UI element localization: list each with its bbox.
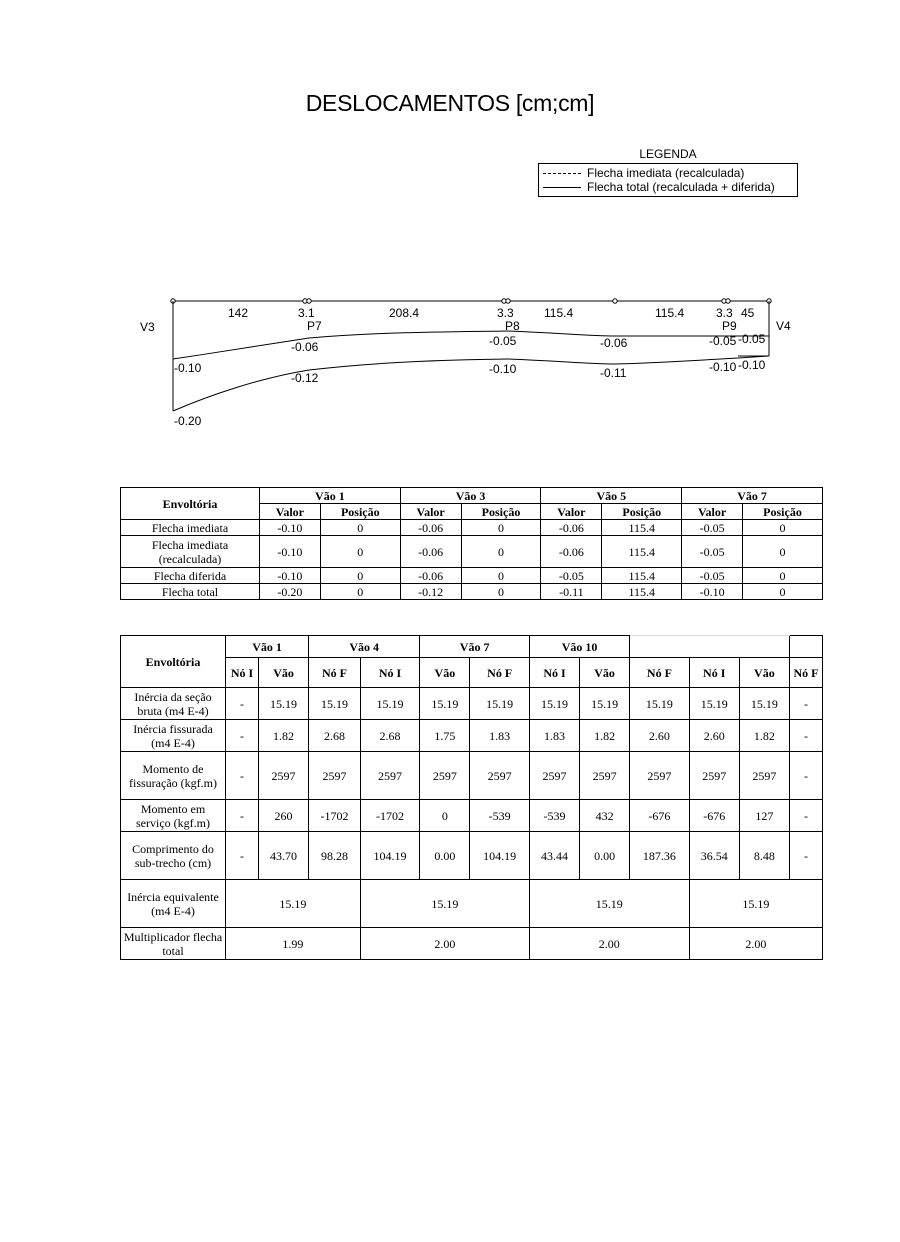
table-cell: 0: [743, 520, 823, 536]
value-imm-right: -0.05: [738, 332, 766, 346]
table-cell: 2597: [529, 752, 579, 800]
table-cell: 0: [743, 584, 823, 600]
column-header: Nó F: [790, 658, 823, 688]
table-cell: 127: [739, 800, 789, 832]
value-tot-p9: -0.10: [709, 360, 737, 374]
span-length-3: 208.4: [389, 306, 420, 320]
row-label: Inércia da seção bruta (m4 E-4): [121, 688, 226, 720]
column-header: Nó F: [630, 658, 690, 688]
span-length-5: 115.4: [544, 306, 574, 320]
span-length-6: 115.4: [655, 306, 685, 320]
merged-cell: 1.99: [226, 928, 361, 960]
table-cell: -0.20: [260, 584, 321, 600]
support-label-p7: P7: [307, 319, 322, 333]
table-row: [121, 568, 823, 584]
table-cell: 0.00: [580, 832, 630, 880]
value-imm-mid: -0.06: [600, 336, 628, 350]
column-header: Nó F: [470, 658, 530, 688]
table-cell: 2597: [420, 752, 470, 800]
value-tot-p8: -0.10: [489, 362, 517, 376]
support-node-p9b: [726, 299, 730, 303]
table-cell: 187.36: [630, 832, 690, 880]
table-cell: 1.82: [739, 720, 789, 752]
table-cell: -: [790, 752, 823, 800]
table-cell: -0.06: [400, 520, 461, 536]
row-label: Flecha total: [121, 584, 260, 600]
table-cell: -0.05: [541, 568, 602, 584]
row-label: Flecha diferida: [121, 568, 260, 584]
merged-cell: 2.00: [529, 928, 689, 960]
table-cell: 0: [743, 536, 823, 568]
support-label-p8: P8: [505, 319, 520, 333]
row-label: Momento de fissuração (kgf.m): [121, 752, 226, 800]
table-row: [121, 584, 823, 600]
subheader-value: Valor: [400, 504, 461, 520]
span-header: Vão 10: [529, 636, 629, 658]
table-cell: 2597: [739, 752, 789, 800]
table-cell: -1702: [309, 800, 361, 832]
table-cell: 0.00: [420, 832, 470, 880]
inertia-envelope-header: Envoltória: [121, 636, 226, 688]
subheader-value: Valor: [541, 504, 602, 520]
table-cell: 15.19: [420, 688, 470, 720]
table-cell: -: [790, 688, 823, 720]
table-cell: -0.11: [541, 584, 602, 600]
column-header: Nó I: [360, 658, 420, 688]
table-row: [121, 800, 823, 832]
table-cell: 15.19: [630, 688, 690, 720]
row-label: Momento em serviço (kgf.m): [121, 800, 226, 832]
merged-cell: 15.19: [226, 880, 361, 928]
table-cell: 2.60: [630, 720, 690, 752]
row-label: Inércia equivalente (m4 E-4): [121, 880, 226, 928]
table-cell: -539: [470, 800, 530, 832]
immediate-deflection-curve: [173, 331, 769, 359]
value-tot-left: -0.20: [174, 414, 202, 428]
legend-immediate-label: Flecha imediata (recalculada): [587, 166, 745, 180]
table-cell: 260: [259, 800, 309, 832]
legend-total-label: Flecha total (recalculada + diferida): [587, 180, 775, 194]
table-row: [121, 688, 823, 720]
table-cell: 15.19: [580, 688, 630, 720]
table-cell: -0.10: [260, 536, 321, 568]
table-cell: -0.10: [682, 584, 743, 600]
table-cell: -0.06: [400, 536, 461, 568]
table-cell: -: [790, 832, 823, 880]
value-tot-p7: -0.12: [291, 371, 319, 385]
subheader-position: Posição: [602, 504, 682, 520]
span-header: Vão 7: [420, 636, 530, 658]
table-cell: 2597: [470, 752, 530, 800]
column-header: Vão: [580, 658, 630, 688]
table-cell: 1.83: [470, 720, 530, 752]
table-cell: -0.06: [400, 568, 461, 584]
column-header: Nó I: [689, 658, 739, 688]
table-cell: 2.68: [309, 720, 361, 752]
merged-cell: 2.00: [360, 928, 529, 960]
table-cell: 2597: [259, 752, 309, 800]
table-cell: 2597: [689, 752, 739, 800]
span-header: Vão 3: [400, 488, 541, 504]
support-node-mid: [613, 299, 617, 303]
table-cell: -: [226, 832, 259, 880]
table-cell: 1.82: [259, 720, 309, 752]
table-cell: 1.82: [580, 720, 630, 752]
table-cell: 104.19: [470, 832, 530, 880]
value-imm-p7: -0.06: [291, 340, 319, 354]
table-cell: 15.19: [689, 688, 739, 720]
column-header: Nó I: [529, 658, 579, 688]
table-cell: -0.10: [260, 520, 321, 536]
table-cell: 36.54: [689, 832, 739, 880]
row-label: Inércia fissurada (m4 E-4): [121, 720, 226, 752]
table-cell: 0: [461, 568, 541, 584]
table-cell: 115.4: [602, 536, 682, 568]
table-row: [121, 536, 823, 568]
span-header: Vão 7: [682, 488, 823, 504]
inertia-table: [120, 635, 823, 960]
table-cell: -0.10: [260, 568, 321, 584]
total-deflection-curve: [173, 356, 769, 411]
table-cell: 15.19: [360, 688, 420, 720]
table-cell: 115.4: [602, 584, 682, 600]
row-label: Comprimento do sub-trecho (cm): [121, 832, 226, 880]
subheader-position: Posição: [320, 504, 400, 520]
table-cell: 15.19: [529, 688, 579, 720]
column-header: Nó I: [226, 658, 259, 688]
subheader-position: Posição: [743, 504, 823, 520]
table-cell: -: [226, 752, 259, 800]
table-cell: 0: [461, 520, 541, 536]
span-header: Vão 5: [541, 488, 682, 504]
table-cell: -: [790, 720, 823, 752]
table-cell: -1702: [360, 800, 420, 832]
table-cell: 0: [320, 568, 400, 584]
table-cell: 1.75: [420, 720, 470, 752]
table-cell: 432: [580, 800, 630, 832]
table-row: [121, 520, 823, 536]
merged-cell: 15.19: [529, 880, 689, 928]
support-node-p8b: [506, 299, 510, 303]
table-cell: 2597: [580, 752, 630, 800]
table-cell: 2.60: [689, 720, 739, 752]
merged-cell: 15.19: [689, 880, 822, 928]
table-cell: 2.68: [360, 720, 420, 752]
value-tot-mid: -0.11: [600, 366, 627, 380]
span-header: Vão 1: [226, 636, 309, 658]
row-label: Flecha imediata: [121, 520, 260, 536]
span-length-4: 3.3: [497, 306, 514, 320]
table-cell: -0.05: [682, 520, 743, 536]
table-cell: 0: [420, 800, 470, 832]
table-cell: 115.4: [602, 520, 682, 536]
span-header: Vão 1: [260, 488, 401, 504]
column-header: Vão: [259, 658, 309, 688]
table-cell: -539: [529, 800, 579, 832]
table-cell: -676: [689, 800, 739, 832]
span-length-7: 3.3: [716, 306, 733, 320]
table-cell: 0: [320, 584, 400, 600]
table-cell: 0: [743, 568, 823, 584]
table-cell: 15.19: [470, 688, 530, 720]
table-cell: 0: [320, 520, 400, 536]
table-row: [121, 752, 823, 800]
table-cell: 0: [320, 536, 400, 568]
value-imm-p9: -0.05: [709, 334, 737, 348]
table-cell: -0.05: [682, 568, 743, 584]
table-cell: -: [226, 688, 259, 720]
table-cell: 0: [461, 536, 541, 568]
column-header: Vão: [420, 658, 470, 688]
table-cell: 104.19: [360, 832, 420, 880]
support-label-v4: V4: [776, 319, 791, 333]
subheader-position: Posição: [461, 504, 541, 520]
row-label: Flecha imediata (recalculada): [121, 536, 260, 568]
subheader-value: Valor: [682, 504, 743, 520]
table-cell: -676: [630, 800, 690, 832]
table-cell: 2597: [360, 752, 420, 800]
table-row: [121, 928, 823, 960]
legend-title: LEGENDA: [639, 147, 697, 161]
table-cell: 98.28: [309, 832, 361, 880]
table-cell: -: [226, 800, 259, 832]
table-cell: 115.4: [602, 568, 682, 584]
table-cell: -: [226, 720, 259, 752]
table-cell: 8.48: [739, 832, 789, 880]
merged-cell: 15.19: [360, 880, 529, 928]
column-header: Vão: [739, 658, 789, 688]
table-cell: 0: [461, 584, 541, 600]
table-cell: 43.70: [259, 832, 309, 880]
page-title: DESLOCAMENTOS [cm;cm]: [305, 90, 595, 116]
envelope-table: [120, 487, 823, 600]
table-cell: 43.44: [529, 832, 579, 880]
merged-cell: 2.00: [689, 928, 822, 960]
span-length-2: 3.1: [298, 306, 315, 320]
support-node-p7b: [307, 299, 311, 303]
inertia-table-body: [121, 688, 823, 960]
support-label-p9: P9: [722, 319, 737, 333]
table-cell: 2597: [309, 752, 361, 800]
table-cell: 2597: [630, 752, 690, 800]
table-cell: -: [790, 800, 823, 832]
value-imm-left: -0.10: [174, 361, 202, 375]
table-row: [121, 880, 823, 928]
table-cell: 15.19: [259, 688, 309, 720]
table-row: [121, 832, 823, 880]
value-imm-p8: -0.05: [489, 334, 517, 348]
column-header: Nó F: [309, 658, 361, 688]
support-label-v3: V3: [140, 320, 155, 334]
table-cell: -0.12: [400, 584, 461, 600]
table-cell: -0.05: [682, 536, 743, 568]
table-cell: 1.83: [529, 720, 579, 752]
row-label: Multiplicador flecha total: [121, 928, 226, 960]
span-length-8: 45: [741, 306, 755, 320]
table-cell: -0.06: [541, 536, 602, 568]
span-header: Vão 4: [309, 636, 420, 658]
span-length-1: 142: [228, 306, 249, 320]
table-row: [121, 720, 823, 752]
table-cell: -0.06: [541, 520, 602, 536]
envelope-header: Envoltória: [121, 488, 260, 520]
table-cell: 15.19: [739, 688, 789, 720]
subheader-value: Valor: [260, 504, 321, 520]
deflection-diagram: [0, 0, 900, 470]
envelope-table-body: [121, 520, 823, 600]
value-tot-right: -0.10: [738, 358, 766, 372]
table-cell: 15.19: [309, 688, 361, 720]
